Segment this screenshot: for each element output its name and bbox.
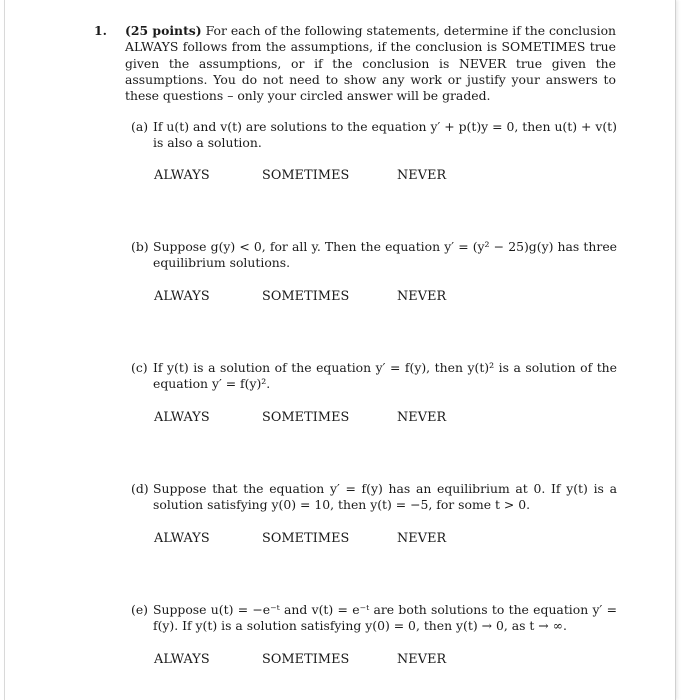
part-statement: Suppose u(t) = −e⁻ᵗ and v(t) = e⁻ᵗ are both solutions to the equation y′ = f(y). If y(t) is a solution satisfying y(0) = 0, then y(t) → 0, as t → ∞. (153, 602, 617, 634)
part-e (131, 602, 617, 635)
part-a-option-never[interactable]: NEVER (397, 168, 447, 183)
part-a (131, 119, 617, 152)
part-d (131, 481, 617, 514)
problem-header (94, 23, 616, 104)
part-label: (b) (131, 239, 149, 254)
part-c-option-never[interactable]: NEVER (397, 410, 447, 425)
part-b (131, 239, 617, 272)
part-c-option-sometimes[interactable]: SOMETIMES (262, 410, 350, 425)
part-c (131, 360, 617, 393)
part-b-option-never[interactable]: NEVER (397, 289, 447, 304)
part-c-option-always[interactable]: ALWAYS (154, 410, 210, 425)
part-d-option-always[interactable]: ALWAYS (154, 531, 210, 546)
part-b-option-always[interactable]: ALWAYS (154, 289, 210, 304)
part-label: (e) (131, 602, 149, 617)
problem-points: (25 points) (125, 23, 202, 38)
part-b-option-sometimes[interactable]: SOMETIMES (262, 289, 350, 304)
part-label: (d) (131, 481, 149, 496)
part-e-option-always[interactable]: ALWAYS (154, 652, 210, 667)
part-a-option-sometimes[interactable]: SOMETIMES (262, 168, 350, 183)
part-label: (a) (131, 119, 149, 134)
part-d-option-never[interactable]: NEVER (397, 531, 447, 546)
problem-number: 1. (94, 23, 107, 38)
page-border (4, 0, 676, 700)
part-d-option-sometimes[interactable]: SOMETIMES (262, 531, 350, 546)
part-e-option-sometimes[interactable]: SOMETIMES (262, 652, 350, 667)
part-statement: Suppose that the equation y′ = f(y) has an equilibrium at 0. If y(t) is a solution satisfying y(0) = 10, then y(t) = −5, for some t > 0. (153, 481, 617, 513)
part-label: (c) (131, 360, 148, 375)
part-a-option-always[interactable]: ALWAYS (154, 168, 210, 183)
problem-instructions: For each of the following statements, determine if the conclusion ALWAYS follows from the assumptions, if the conclusion is SOMETIMES true given the assumptions, or if the conclusion is NEVER true given the assumptions. You do not need to show any work or justify your answers to these questions – only your circled answer will be graded. (125, 23, 617, 104)
part-e-option-never[interactable]: NEVER (397, 652, 447, 667)
part-statement: If u(t) and v(t) are solutions to the equation y′ + p(t)y = 0, then u(t) + v(t) is also a solution. (153, 119, 617, 151)
part-statement: Suppose g(y) < 0, for all y. Then the equation y′ = (y² − 25)g(y) has three equilibrium solutions. (153, 239, 617, 271)
part-statement: If y(t) is a solution of the equation y′ = f(y), then y(t)² is a solution of the equation y′ = f(y)². (153, 360, 617, 392)
